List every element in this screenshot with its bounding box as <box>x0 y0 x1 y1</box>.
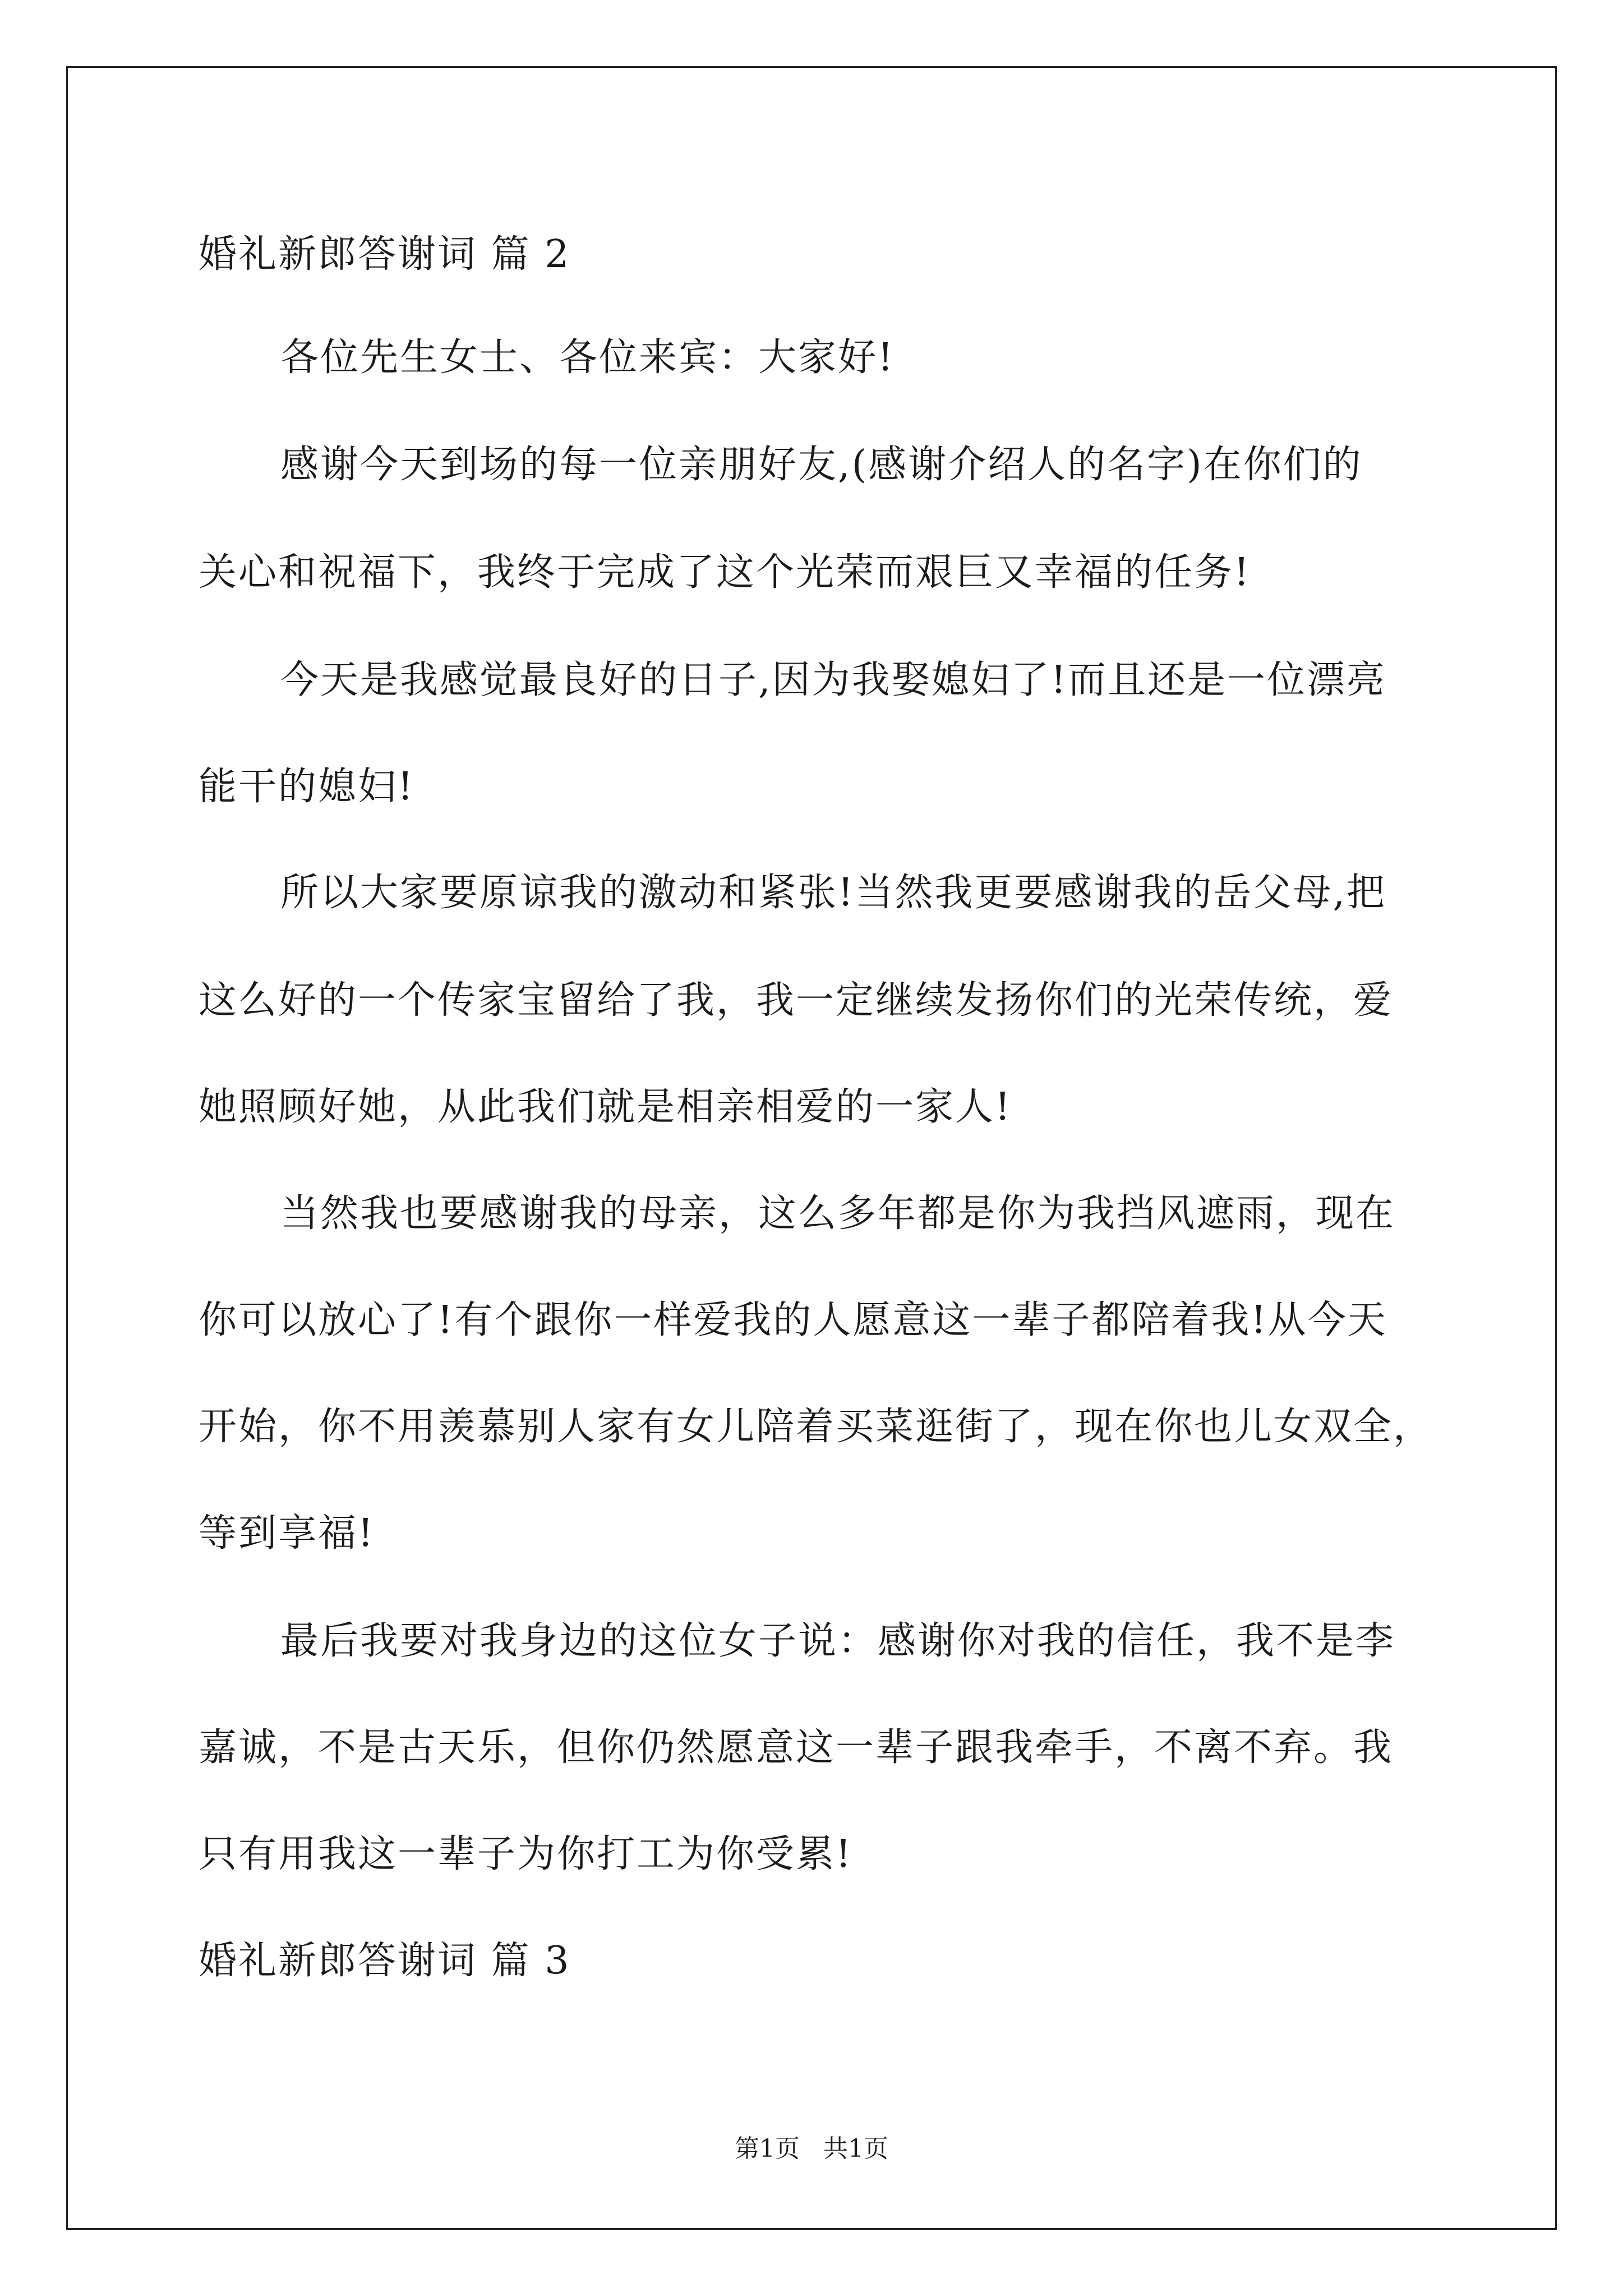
page-border <box>66 66 1557 2230</box>
paragraph-5-line-1: 当然我也要感谢我的母亲，这么多年都是你为我挡风遮雨，现在 <box>280 1191 1396 1236</box>
paragraph-6-line-3: 只有用我这一辈子为你打工为你受累! <box>199 1832 853 1876</box>
paragraph-6-line-2: 嘉诚，不是古天乐，但你仍然愿意这一辈子跟我牵手，不离不弃。我 <box>199 1726 1394 1770</box>
paragraph-5-line-4: 等到享福! <box>199 1511 375 1556</box>
paragraph-3-line-1: 今天是我感觉最良好的日子,因为我娶媳妇了!而且还是一位漂亮 <box>280 658 1386 702</box>
page-footer: 第1页 共1页 <box>735 2134 888 2163</box>
paragraph-2-line-1: 感谢今天到场的每一位亲朋好友,(感谢介绍人的名字)在你们的 <box>280 443 1363 487</box>
paragraph-2-line-2: 关心和祝福下，我终于完成了这个光荣而艰巨又幸福的任务! <box>199 550 1251 595</box>
paragraph-4-line-2: 这么好的一个传家宝留给了我，我一定继续发扬你们的光荣传统，爱 <box>199 978 1394 1023</box>
paragraph-1-line-1: 各位先生女士、各位来宾：大家好! <box>280 335 895 380</box>
paragraph-4-line-1: 所以大家要原谅我的激动和紧张!当然我更要感谢我的岳父母,把 <box>280 871 1386 915</box>
section-heading-3: 婚礼新郎答谢词 篇 3 <box>199 1939 571 1983</box>
paragraph-5-line-3: 开始，你不用羡慕别人家有女儿陪着买菜逛街了，现在你也儿女双全， <box>199 1405 1433 1449</box>
paragraph-3-line-2: 能干的媳妇! <box>199 765 415 809</box>
section-heading-2: 婚礼新郎答谢词 篇 2 <box>199 232 571 277</box>
paragraph-5-line-2: 你可以放心了!有个跟你一样爱我的人愿意这一辈子都陪着我!从今天 <box>199 1298 1387 1342</box>
paragraph-4-line-3: 她照顾好她，从此我们就是相亲相爱的一家人! <box>199 1085 1012 1129</box>
paragraph-6-line-1: 最后我要对我身边的这位女子说：感谢你对我的信任，我不是李 <box>280 1619 1396 1663</box>
